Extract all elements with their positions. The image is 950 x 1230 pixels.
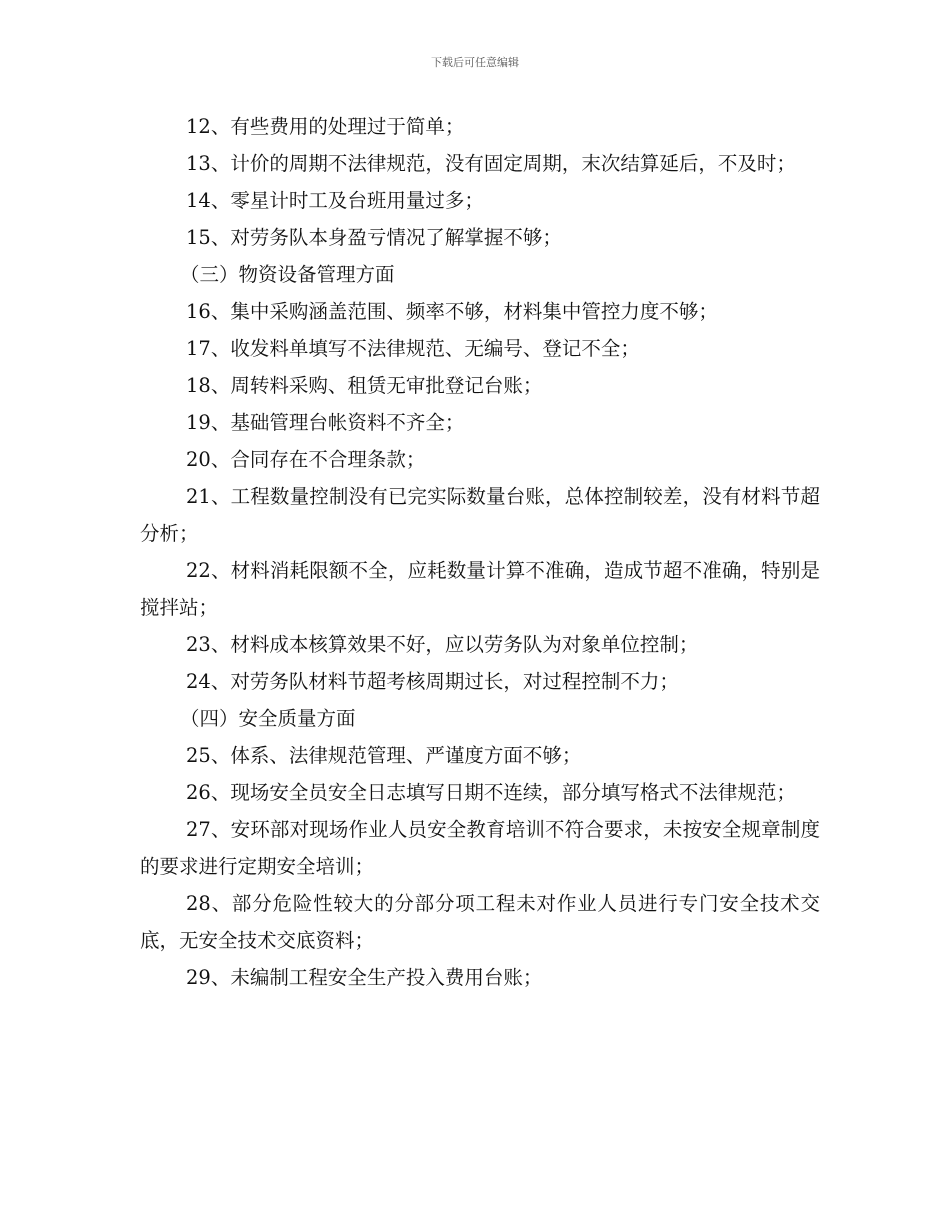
- list-item-21: 21、工程数量控制没有已完实际数量台账，总体控制较差，没有材料节超分析；: [140, 485, 820, 545]
- page-header: 下载后可任意编辑: [431, 56, 519, 69]
- list-item-19: 19、基础管理台帐资料不齐全；: [186, 411, 465, 434]
- list-item-29: 29、未编制工程安全生产投入费用台账；: [186, 966, 543, 989]
- list-item-20: 20、合同存在不合理条款；: [186, 448, 426, 471]
- list-item-15: 15、对劳务队本身盈亏情况了解掌握不够；: [186, 226, 562, 249]
- list-item-12: 12、有些费用的处理过于简单；: [186, 115, 465, 138]
- list-item-18: 18、周转料采购、租赁无审批登记台账；: [186, 374, 543, 397]
- list-item-13: 13、计价的周期不法律规范，没有固定周期，末次结算延后，不及时；: [186, 152, 796, 175]
- list-item-28: 28、部分危险性较大的分部分项工程未对作业人员进行专门安全技术交底，无安全技术交底资料；: [140, 892, 820, 952]
- list-item-17: 17、收发料单填写不法律规范、无编号、登记不全；: [186, 337, 640, 360]
- list-item-26: 26、现场安全员安全日志填写日期不连续，部分填写格式不法律规范；: [186, 781, 796, 804]
- section-heading-materials: （三）物资设备管理方面: [180, 263, 395, 286]
- list-item-27: 27、安环部对现场作业人员安全教育培训不符合要求，未按安全规章制度的要求进行定期安全培训；: [140, 818, 820, 878]
- section-heading-safety: （四）安全质量方面: [180, 707, 356, 730]
- list-item-23: 23、材料成本核算效果不好，应以劳务队为对象单位控制；: [186, 633, 699, 656]
- list-item-16: 16、集中采购涵盖范围、频率不够，材料集中管控力度不够；: [186, 300, 718, 323]
- list-item-24: 24、对劳务队材料节超考核周期过长，对过程控制不力；: [186, 670, 679, 693]
- document-body: [140, 108, 820, 996]
- list-item-14: 14、零星计时工及台班用量过多；: [186, 189, 484, 212]
- list-item-22: 22、材料消耗限额不全，应耗数量计算不准确，造成节超不准确，特别是搅拌站；: [140, 559, 820, 619]
- list-item-25: 25、体系、法律规范管理、严谨度方面不够；: [186, 744, 582, 767]
